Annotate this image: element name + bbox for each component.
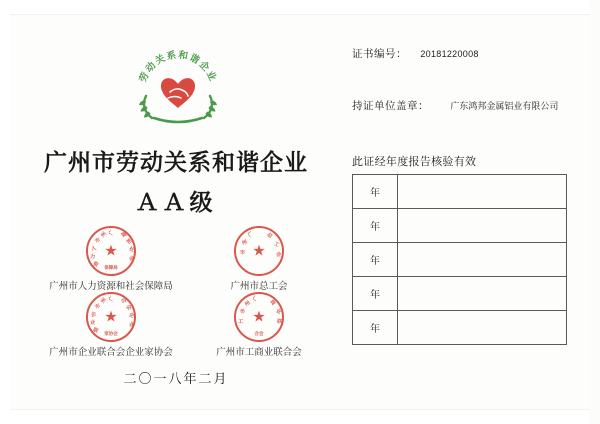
paper-edge-left (0, 0, 10, 424)
seal-row-1 (14, 226, 338, 292)
review-note-cell[interactable] (398, 277, 567, 311)
seal-row-2 (14, 292, 338, 358)
year-cell: 年 (353, 311, 398, 345)
seal-unit-enterprise-confederation (36, 292, 186, 358)
table-row (353, 175, 567, 209)
year-cell: 年 (353, 243, 398, 277)
seal-stamp-icon: 广 州 市 人 力 资 源 和 社 会 ★ 保障局 (86, 226, 136, 276)
seal-label: 广州市企业联合会企业家协会 (49, 347, 173, 358)
certificate-left-panel (14, 16, 338, 412)
validity-note: 此证经年度报告核验有效 (352, 155, 477, 168)
year-cell: 年 (353, 175, 398, 209)
seal-star-icon: ★ (252, 308, 266, 326)
seal-label: 广州市总工会 (230, 281, 288, 292)
year-cell: 年 (353, 209, 398, 243)
table-row (353, 277, 567, 311)
year-cell: 年 (353, 277, 398, 311)
paper-edge-top (0, 0, 600, 15)
table-row (353, 311, 567, 345)
table-row (353, 209, 567, 243)
seal-unit-federation-trade-unions (184, 226, 334, 292)
table-row (353, 243, 567, 277)
seal-star-icon: ★ (104, 242, 118, 260)
holder-unit-value: 广东鸿邦金属铝业有限公司 (450, 102, 559, 112)
review-note-cell[interactable] (398, 209, 567, 243)
svg-text:劳动关系和谐企业: 劳动关系和谐企业 (137, 49, 219, 84)
paper-edge-right (590, 0, 600, 424)
certificate-number-value: 20181220008 (420, 49, 479, 59)
review-note-cell[interactable] (398, 175, 567, 209)
certificate-number-row (352, 46, 479, 61)
seal-stamp-icon: 广 州 市 工 商 业 联 ★ 合会 (234, 292, 284, 342)
issue-date: 二〇一八年二月 (123, 372, 229, 387)
holder-unit-label: 持证单位盖章： (352, 100, 429, 112)
seal-star-icon: ★ (252, 242, 266, 260)
seal-unit-hrss (36, 226, 186, 292)
holder-unit-row (352, 98, 558, 113)
certificate-number-label: 证书编号： (352, 48, 407, 60)
review-note-cell[interactable] (398, 243, 567, 277)
seal-stamp-icon: 广 州 市 总 工 会 ★ (234, 226, 284, 276)
certificate-main-title: 广州市劳动关系和谐企业 (44, 150, 308, 176)
official-seals-group (14, 226, 338, 361)
seal-star-icon: ★ (104, 308, 118, 326)
seal-stamp-icon: 广 州 市 企 业 联 合 会 企 业 ★ 家协会 (86, 292, 136, 342)
review-note-cell[interactable] (398, 311, 567, 345)
harmony-enterprise-logo (130, 48, 226, 126)
seal-label: 广州市人力资源和社会保障局 (49, 281, 173, 292)
certificate-grade: ＡＡ级 (135, 190, 217, 216)
certificate-right-panel (352, 16, 586, 412)
seal-unit-chamber-of-commerce (184, 292, 334, 358)
annual-review-table (352, 174, 567, 345)
seal-label: 广州市工商业联合会 (216, 347, 302, 358)
